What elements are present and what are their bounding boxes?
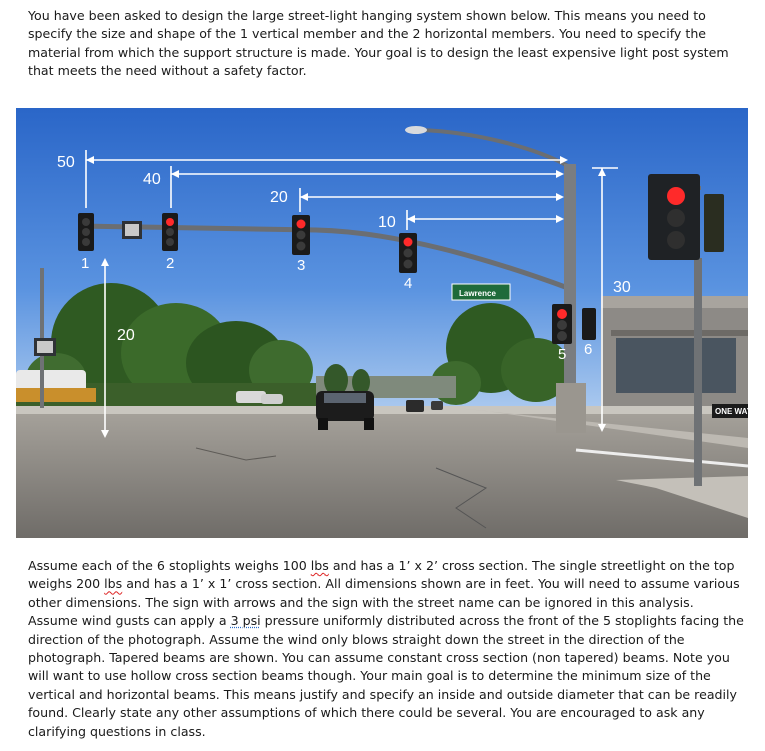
street-name-sign — [452, 284, 510, 300]
dim-40-label: 40 — [143, 171, 161, 188]
light-number-3: 3 — [297, 257, 306, 274]
dim-30-label: 30 — [613, 279, 631, 296]
stoplight-5 — [552, 304, 572, 344]
dim-50-label: 50 — [57, 154, 75, 171]
stoplight-2 — [162, 213, 178, 251]
grammar-mark-psi: 3 psi — [230, 613, 261, 629]
dim-20-top-label: 20 — [270, 189, 288, 206]
right-pole — [694, 258, 702, 486]
light-number-2: 2 — [166, 255, 175, 272]
intro-paragraph: You have been asked to design the large street-light hanging system shown below. This means you need to specify the size and shape of the 1 vertical member and the 2 horizontal members. You need to specify the material from which the support structure is made. Your goal is to design the least expensive light post system that meets the need without a safety factor. — [28, 8, 729, 79]
stoplight-4 — [399, 233, 417, 273]
building — [601, 296, 748, 406]
misspelling-lbs: lbs — [310, 558, 329, 573]
dim-20-left-label: 20 — [117, 327, 135, 344]
light-number-5: 5 — [558, 346, 567, 363]
misspelling-lbs: lbs — [104, 576, 123, 592]
light-number-1: 1 — [81, 255, 90, 272]
street-sign-text: Lawrence — [459, 289, 496, 298]
light-number-6: 6 — [584, 341, 593, 358]
stoplight-1 — [78, 213, 94, 251]
one-way-sign — [712, 404, 753, 418]
dim-10-label: 10 — [378, 214, 396, 231]
stoplight-3 — [292, 215, 310, 255]
stoplight-6 — [582, 308, 596, 340]
assumptions-paragraph: Assume each of the 6 stoplights weighs 100 lbs and has a 1’ x 2’ cross section. The single streetlight on the top weighs 200 lbs and has a 1’ x 1’ cross section. All dimensions shown are in feet. You will need to assume various other dimensions. The sign with arrows and the sign with the street name can be ignored in this analysis. Assume wind gusts can apply a 3 psi pressure uniformly distributed across the front of the 5 stoplights facing the direction of the photograph. Assume the wind only blows straight down the street in the direction of the photograph. Tapered beams are shown. You can assume constant cross section (non tapered) beams. Note you will want to use hollow cross section beams though. Your main goal is to determine the minimum size of the vertical and horizontal beams. This means justify and specify an inside and outside diameter that can be readily found. Clearly state any other assumptions of which there could be several. You are encouraged to ask any clarifying questions in class. — [28, 558, 744, 739]
light-number-4: 4 — [404, 275, 413, 292]
svg-text:ONE WAY: ONE WAY — [715, 407, 753, 416]
street-light-photo — [16, 108, 753, 538]
